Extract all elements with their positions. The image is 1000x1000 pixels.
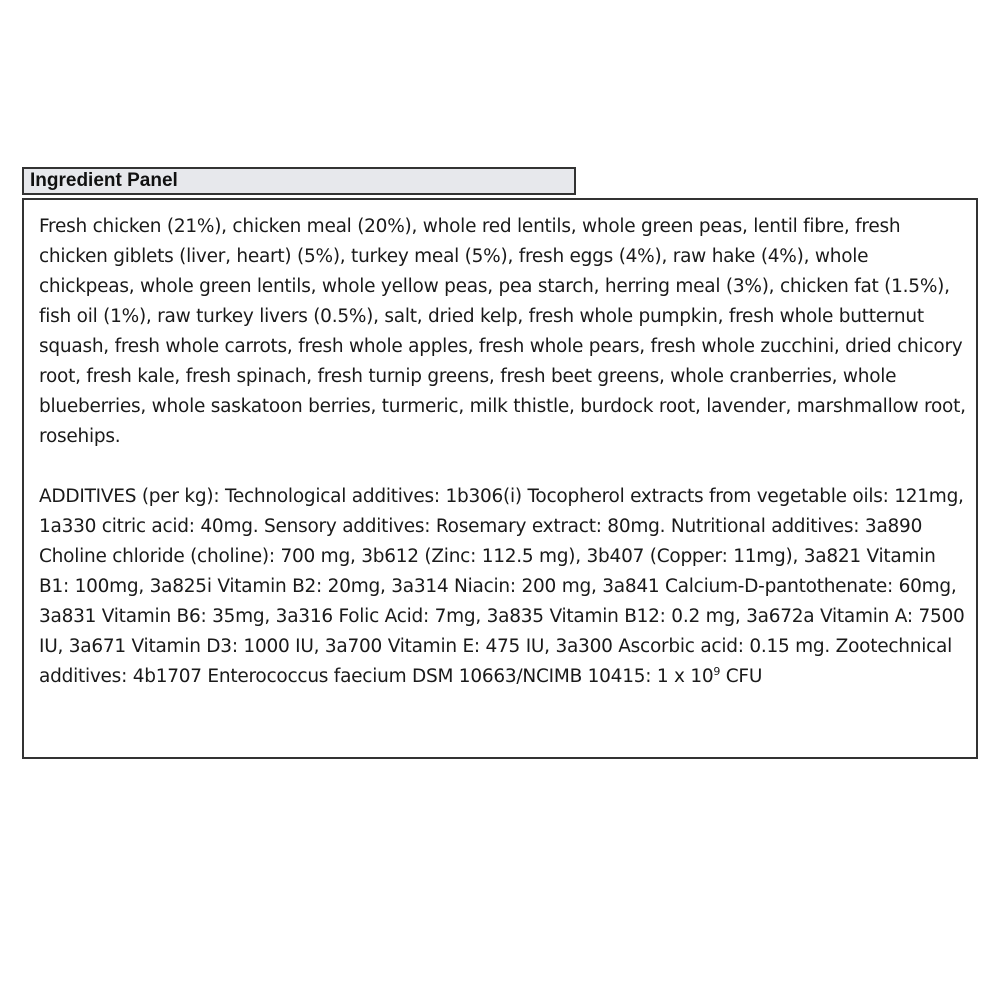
ingredient-panel-body: [22, 198, 978, 759]
additives-paragraph: [39, 482, 966, 692]
cfu-exponent: 9: [713, 665, 721, 678]
cfu-unit: CFU: [720, 666, 763, 687]
panel-title: Ingredient Panel: [22, 167, 576, 195]
additives-text: ADDITIVES (per kg): Technological additives: 1b306(i) Tocopherol extracts from vegetable oils: 121mg, 1a330 citric acid: 40mg. Sensory additives: Rosemary extract: 80mg. Nutritional additives: 3a890 Choline chloride (choline): 700 mg, 3b612 (Zinc: 112.5 mg), 3b407 (Copper: 11mg), 3a821 Vitamin B1: 100mg, 3a825i Vitamin B2: 20mg, 3a314 Niacin: 200 mg, 3a841 Calcium-D-pantothenate: 60mg, 3a831 Vitamin B6: 35mg, 3a316 Folic Acid: 7mg, 3a835 Vitamin B12: 0.2 mg, 3a672a Vitamin A: 7500 IU, 3a671 Vitamin D3: 1000 IU, 3a700 Vitamin E: 475 IU, 3a300 Ascorbic acid: 0.15 mg. Zootechnical additives: 4b1707 Enterococcus faecium DSM 10663/NCIMB 10415: 1 x 10: [39, 486, 965, 687]
ingredients-paragraph: Fresh chicken (21%), chicken meal (20%), whole red lentils, whole green peas, lentil fibre, fresh chicken giblets (liver, heart) (5%), turkey meal (5%), fresh eggs (4%), raw hake (4%), whole chickpeas, whole green lentils, whole yellow peas, pea starch, herring meal (3%), chicken fat (1.5%), fish oil (1%), raw turkey livers (0.5%), salt, dried kelp, fresh whole pumpkin, fresh whole butternut squash, fresh whole carrots, fresh whole apples, fresh whole pears, fresh whole zucchini, dried chicory root, fresh kale, fresh spinach, fresh turnip greens, fresh beet greens, whole cranberries, whole blueberries, whole saskatoon berries, turmeric, milk thistle, burdock root, lavender, marshmallow root, rosehips.: [39, 216, 966, 447]
